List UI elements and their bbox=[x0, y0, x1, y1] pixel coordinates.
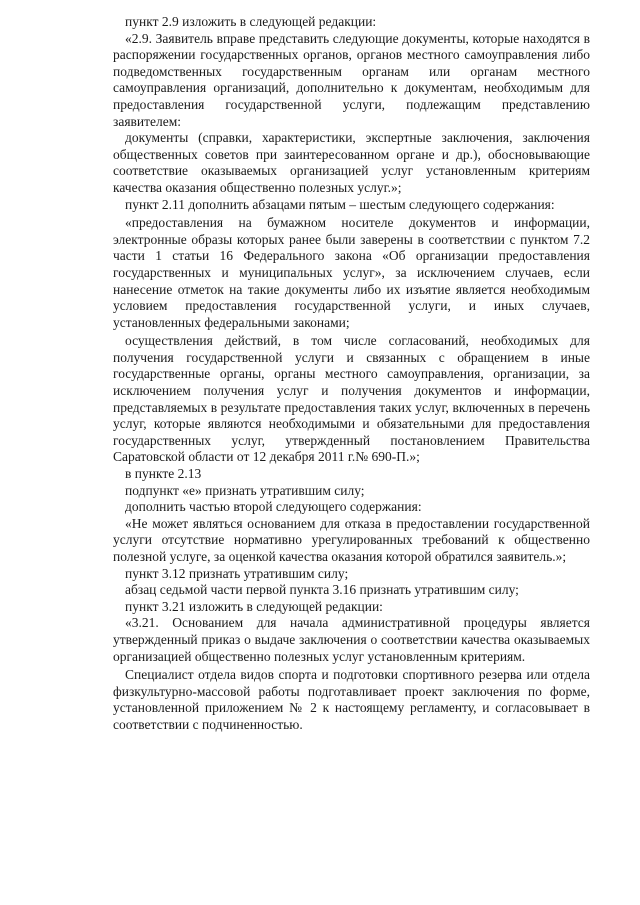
paragraph: пункт 3.12 признать утратившим силу; bbox=[125, 565, 349, 581]
paragraph: осуществления действий, в том числе согласований, необходимых для получения государственной услуги и связанных с обращением в иные государственные органы, органы местного самоуправления, организации, за исключением получения услуг и получения документов и информации, представляемых в результате предоставления таких услуг, включенных в перечень услуг, которые являются необходимыми и обязательными для предоставления государственных услуг, утвержденный постановлением Правительства Саратовской области от 12 декабря 2011 г.№ 690-П.»; bbox=[113, 333, 590, 465]
paragraph: «Не может являться основанием для отказа в предоставлении государственной услуги отсутствие нормативно урегулированных требований к общественно полезной услуге, за оценкой качества оказания которой обратился заявитель.»; bbox=[113, 515, 590, 564]
paragraph: «2.9. Заявитель вправе представить следующие документы, которые находятся в распоряжении государственных органов, органов местного самоуправления либо подведомственных государственным органам или органам местного самоуправления организаций, дополнительно к документам, необходимым для предоставления государственной услуги, подлежащим представлению заявителем: bbox=[113, 30, 590, 129]
document-body bbox=[113, 14, 590, 734]
paragraph: пункт 2.11 дополнить абзацами пятым – шестым следующего содержания: bbox=[125, 196, 555, 212]
paragraph: подпункт «е» признать утратившим силу; bbox=[125, 482, 365, 498]
paragraph: документы (справки, характеристики, экспертные заключения, заключения общественных советов при заинтересованном органе и др.), обосновывающие соответствие оказываемых организацией услуг установленным критериям качества оказания общественно полезных услуг.»; bbox=[113, 130, 590, 195]
paragraph: Специалист отдела видов спорта и подготовки спортивного резерва или отдела физкультурно-массовой работы подготавливает проект заключения по форме, установленной приложением № 2 к настоящему регламенту, и согласовывает в соответствии с подчиненностью. bbox=[113, 667, 590, 732]
paragraph: «3.21. Основанием для начала административной процедуры является утвержденный приказ о выдаче заключения о соответствии качества оказываемых организацией общественно полезных услуг установленным критериям. bbox=[113, 615, 590, 664]
paragraph: пункт 2.9 изложить в следующей редакции: bbox=[125, 14, 377, 29]
paragraph: пункт 3.21 изложить в следующей редакции: bbox=[125, 598, 383, 614]
paragraph: дополнить частью второй следующего содержания: bbox=[125, 499, 422, 515]
paragraph: абзац седьмой части первой пункта 3.16 признать утратившим силу; bbox=[125, 582, 519, 598]
paragraph: в пункте 2.13 bbox=[125, 466, 202, 482]
paragraph: «предоставления на бумажном носителе документов и информации, электронные образы которых ранее были заверены в соответствии с пунктом 7.2 части 1 статьи 16 Федерального закона «Об организации предоставления государственных и муниципальных услуг», за исключением случаев, если нанесение отметок на такие документы либо их изъятие является необходимым условием предоставления государственной услуги, и иных случаев, установленных федеральными законами; bbox=[113, 215, 590, 330]
